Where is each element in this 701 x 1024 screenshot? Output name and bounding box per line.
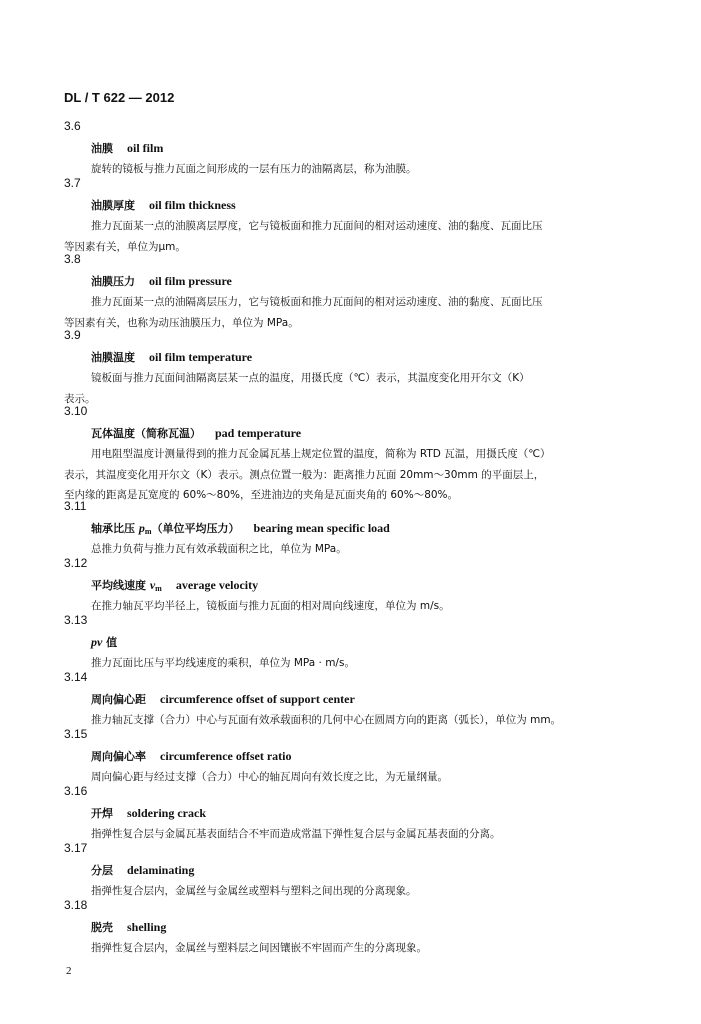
term-heading bbox=[91, 425, 301, 441]
term-heading bbox=[91, 577, 258, 593]
term-english: oil film bbox=[127, 141, 164, 155]
term-definition bbox=[64, 938, 658, 959]
definition-line: 在推力轴瓦平均半径上，镜板面与推力瓦面的相对周向线速度，单位为 m/s。 bbox=[91, 600, 450, 612]
definition-line: 旋转的镜板与推力瓦面之间形成的一层有压力的油隔离层，称为油膜。 bbox=[91, 163, 417, 175]
term-symbol bbox=[150, 578, 162, 592]
term-chinese: 脱壳 bbox=[91, 921, 113, 934]
term-definition bbox=[64, 292, 658, 333]
term-english: bearing mean specific load bbox=[253, 521, 390, 535]
clause-number: 3.18 bbox=[64, 898, 88, 912]
definition-line: 推力瓦面某一点的油膜离层厚度，它与镜板面和推力瓦面间的相对运动速度、油的黏度、瓦面比压 bbox=[91, 220, 543, 232]
clause-number: 3.7 bbox=[64, 176, 81, 190]
term-chinese: 油膜 bbox=[91, 142, 113, 155]
term-definition bbox=[64, 824, 658, 845]
term-heading bbox=[91, 691, 355, 707]
clause-number: 3.8 bbox=[64, 252, 81, 266]
definition-line: 推力瓦面某一点的油隔离层压力，它与镜板面和推力瓦面间的相对运动速度、油的黏度、瓦面比压 bbox=[91, 296, 543, 308]
term-definition bbox=[64, 539, 658, 560]
definition-line: 推力轴瓦支撑（合力）中心与瓦面有效承载面积的几何中心在圆周方向的距离（弧长），单位为 mm。 bbox=[91, 714, 562, 726]
term-heading bbox=[91, 748, 292, 764]
definition-line: 表示，其温度变化用开尔文（K）表示。测点位置一般为：距离推力瓦面 20mm～30mm 的平面层上， bbox=[64, 468, 545, 481]
definition-line: 推力瓦面比压与平均线速度的乘积，单位为 MPa · m/s。 bbox=[91, 657, 355, 669]
symbol-base: p bbox=[138, 521, 145, 535]
clause-number: 3.16 bbox=[64, 784, 88, 798]
term-definition bbox=[64, 653, 658, 674]
term-chinese: （单位平均压力） bbox=[151, 522, 240, 535]
term-chinese: 分层 bbox=[91, 864, 113, 877]
definition-line: 至内缘的距离是瓦宽度的 60%～80%，至进油边的夹角是瓦面夹角的 60%～80%。 bbox=[64, 489, 459, 501]
clause-number: 3.17 bbox=[64, 841, 88, 855]
clause-number: 3.10 bbox=[64, 404, 88, 418]
term-english: soldering crack bbox=[127, 806, 206, 820]
clause-number: 3.9 bbox=[64, 328, 81, 342]
term-chinese: 值 bbox=[106, 636, 118, 649]
symbol-base: v bbox=[149, 578, 156, 592]
definition-line: 表示。 bbox=[64, 392, 96, 405]
term-english: circumference offset of support center bbox=[160, 692, 355, 706]
clause-number: 3.6 bbox=[64, 119, 81, 133]
term-definition bbox=[64, 881, 658, 902]
clause-number: 3.11 bbox=[64, 499, 87, 513]
definition-line: 镜板面与推力瓦面间油隔离层某一点的温度，用摄氏度（℃）表示，其温度变化用开尔文（K） bbox=[91, 372, 530, 384]
term-heading bbox=[91, 919, 166, 935]
term-chinese: 开焊 bbox=[91, 807, 113, 820]
definition-line: 周向偏心距与经过支撑（合力）中心的轴瓦周向有效长度之比，为无量纲量。 bbox=[91, 771, 448, 783]
term-english: oil film thickness bbox=[149, 198, 236, 212]
term-chinese: 油膜温度 bbox=[91, 351, 135, 364]
term-heading bbox=[91, 862, 194, 878]
term-definition bbox=[64, 710, 658, 731]
term-chinese: 油膜压力 bbox=[91, 275, 135, 288]
term-chinese: 瓦体温度（简称瓦温） bbox=[91, 427, 201, 440]
term-english: oil film pressure bbox=[149, 274, 232, 288]
term-heading bbox=[91, 197, 236, 213]
term-english: oil film temperature bbox=[149, 350, 253, 364]
term-symbol: pv bbox=[91, 635, 103, 649]
term-chinese: 周向偏心距 bbox=[91, 693, 146, 706]
page-number: 2 bbox=[66, 965, 72, 977]
clause-number: 3.12 bbox=[64, 556, 88, 570]
term-definition bbox=[64, 767, 658, 788]
definition-line: 指弹性复合层内，金属丝与塑料层之间因镶嵌不牢固而产生的分离现象。 bbox=[91, 942, 427, 954]
clause-number: 3.14 bbox=[64, 670, 88, 684]
term-english: shelling bbox=[127, 920, 167, 934]
symbol-subscript: m bbox=[155, 584, 162, 593]
definition-line: 等因素有关，也称为动压油膜压力，单位为 MPa。 bbox=[64, 316, 299, 329]
clause-number: 3.15 bbox=[64, 727, 88, 741]
term-english: pad temperature bbox=[215, 426, 302, 440]
term-definition bbox=[64, 368, 658, 409]
term-chinese: 油膜厚度 bbox=[91, 199, 135, 212]
symbol-subscript: m bbox=[144, 527, 152, 536]
term-chinese-prefix: 平均线速度 bbox=[91, 579, 146, 592]
term-symbol bbox=[139, 521, 152, 535]
term-definition bbox=[64, 444, 658, 506]
clause-number: 3.13 bbox=[64, 613, 88, 627]
definition-line: 等因素有关，单位为μm。 bbox=[64, 240, 186, 253]
term-english: circumference offset ratio bbox=[160, 749, 292, 763]
term-heading bbox=[91, 140, 163, 156]
definition-line: 指弹性复合层与金属瓦基表面结合不牢而造成常温下弹性复合层与金属瓦基表面的分离。 bbox=[91, 828, 501, 840]
definition-line: 总推力负荷与推力瓦有效承载面积之比，单位为 MPa。 bbox=[91, 543, 347, 555]
term-heading bbox=[91, 349, 252, 365]
term-definition bbox=[64, 159, 658, 180]
term-english: average velocity bbox=[175, 578, 259, 592]
term-chinese: 周向偏心率 bbox=[91, 750, 146, 763]
term-definition bbox=[64, 596, 658, 617]
definition-line: 用电阻型温度计测量得到的推力瓦金属瓦基上规定位置的温度，简称为 RTD 瓦温，用摄氏度（℃） bbox=[91, 448, 551, 460]
term-heading bbox=[91, 805, 206, 821]
term-heading bbox=[91, 273, 232, 289]
term-chinese-prefix: 轴承比压 bbox=[91, 522, 135, 535]
term-definition bbox=[64, 216, 658, 257]
definition-line: 指弹性复合层内，金属丝与金属丝或塑料与塑料之间出现的分离现象。 bbox=[91, 885, 417, 897]
term-heading bbox=[91, 634, 117, 650]
term-english: delaminating bbox=[127, 863, 195, 877]
standard-code-header: DL / T 622 — 2012 bbox=[64, 90, 175, 105]
term-heading bbox=[91, 520, 390, 536]
